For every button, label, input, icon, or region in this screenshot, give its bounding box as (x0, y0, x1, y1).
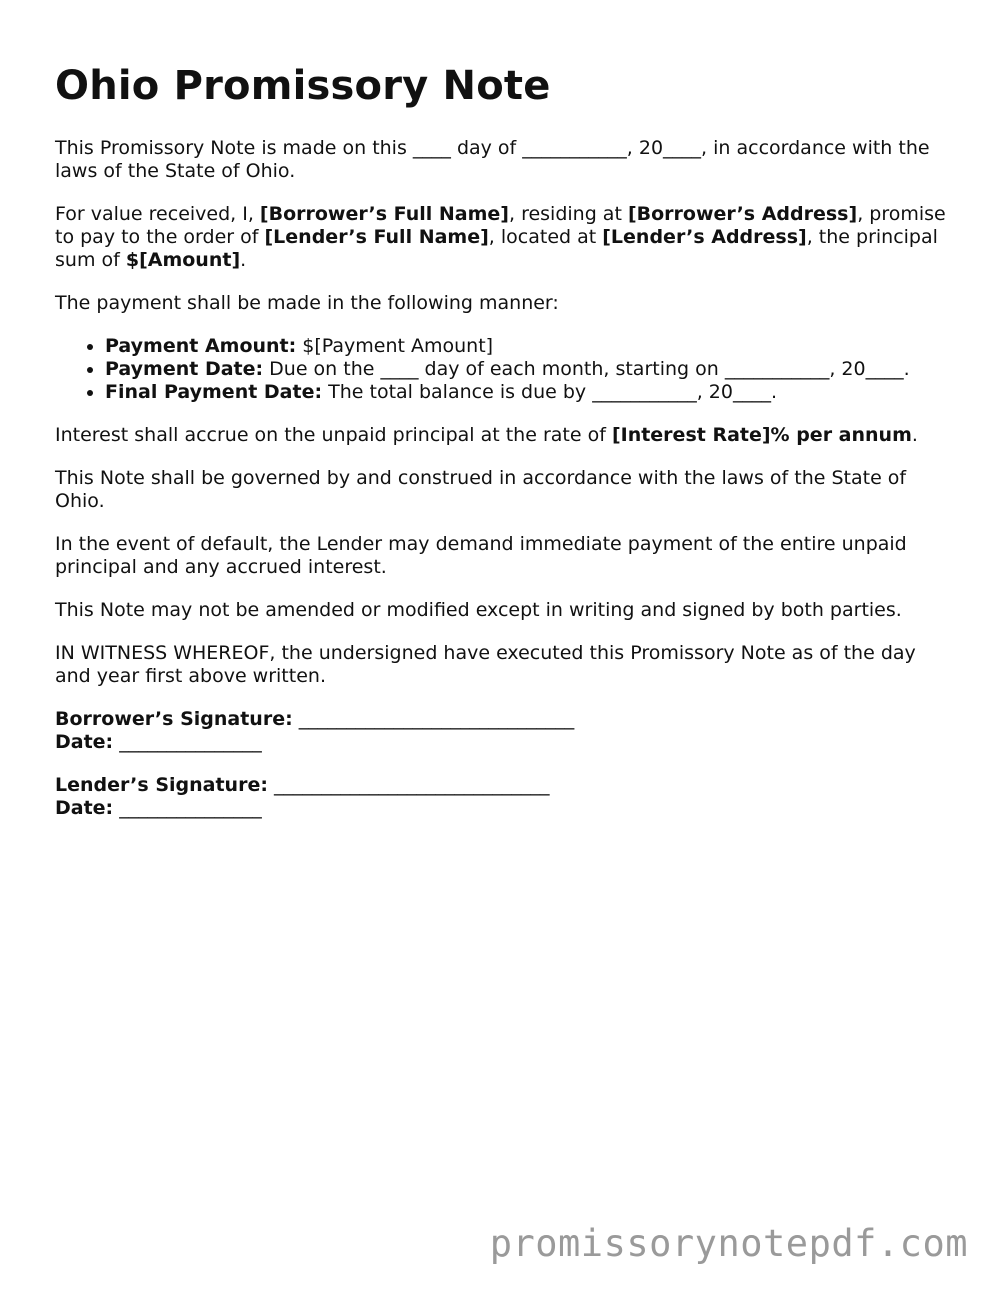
lender-name-placeholder: [Lender’s Full Name] (264, 226, 489, 248)
lender-signature-line (55, 774, 955, 797)
borrower-address-placeholder: [Borrower’s Address] (627, 203, 858, 225)
governing-law-paragraph: This Note shall be governed by and construed in accordance with the laws of the State of Ohio. (55, 467, 907, 512)
lender-date-blank: _______________ (113, 797, 262, 819)
value-text-3: , promise to pay to the order of (55, 203, 946, 248)
value-text-6: . (240, 249, 247, 271)
payment-term-label: Final Payment Date: (105, 381, 323, 403)
borrower-name-placeholder: [Borrower’s Full Name] (259, 203, 509, 225)
lender-signature-blank: _____________________________ (267, 774, 550, 796)
lender-signature-block (55, 774, 955, 820)
lender-date-line (55, 797, 955, 820)
document-page (55, 62, 955, 840)
payment-term-label: Payment Date: (105, 358, 264, 380)
interest-text-1: Interest shall accrue on the unpaid principal at the rate of (55, 424, 612, 446)
interest-rate-placeholder: [Interest Rate]% per annum (611, 424, 912, 446)
borrower-signature-line (55, 708, 955, 731)
borrower-signature-block (55, 708, 955, 754)
payment-term-item (105, 381, 955, 404)
value-text-4: , located at (488, 226, 603, 248)
default-paragraph: In the event of default, the Lender may demand immediate payment of the entire unpaid principal and any accrued interest. (55, 533, 907, 578)
payment-term-text: Due on the ____ day of each month, starting on ___________, 20____. (263, 358, 910, 380)
value-received-paragraph (55, 203, 955, 272)
value-text-5: , the principal sum of (55, 226, 938, 271)
payment-term-item (105, 358, 955, 381)
lender-date-label: Date: (55, 797, 114, 819)
value-text-1: For value received, I, (55, 203, 260, 225)
borrower-signature-label: Borrower’s Signature: (55, 708, 293, 730)
borrower-date-label: Date: (55, 731, 114, 753)
interest-paragraph (55, 424, 955, 447)
payment-terms-list (55, 335, 955, 404)
site-watermark: promissorynotepdf.com (489, 1222, 968, 1265)
amount-placeholder: $[Amount] (125, 249, 241, 271)
payment-term-text: $[Payment Amount] (296, 335, 494, 357)
value-text-2: , residing at (508, 203, 628, 225)
payment-term-text: The total balance is due by ___________, 20____. (322, 381, 778, 403)
witness-paragraph: IN WITNESS WHEREOF, the undersigned have executed this Promissory Note as of the day and year first above written. (55, 642, 916, 687)
amendment-paragraph: This Note may not be amended or modified except in writing and signed by both parties. (55, 599, 902, 621)
intro-paragraph: This Promissory Note is made on this ____ day of ___________, 20____, in accordance with the laws of the State of Ohio. (55, 137, 930, 182)
lender-address-placeholder: [Lender’s Address] (602, 226, 807, 248)
payment-term-item (105, 335, 955, 358)
payment-term-label: Payment Amount: (105, 335, 297, 357)
borrower-date-blank: _______________ (113, 731, 262, 753)
lender-signature-label: Lender’s Signature: (55, 774, 268, 796)
document-title: Ohio Promissory Note (55, 63, 551, 109)
borrower-signature-blank: _____________________________ (292, 708, 575, 730)
borrower-date-line (55, 731, 955, 754)
payment-intro: The payment shall be made in the following manner: (55, 292, 559, 314)
interest-text-2: . (911, 424, 918, 446)
